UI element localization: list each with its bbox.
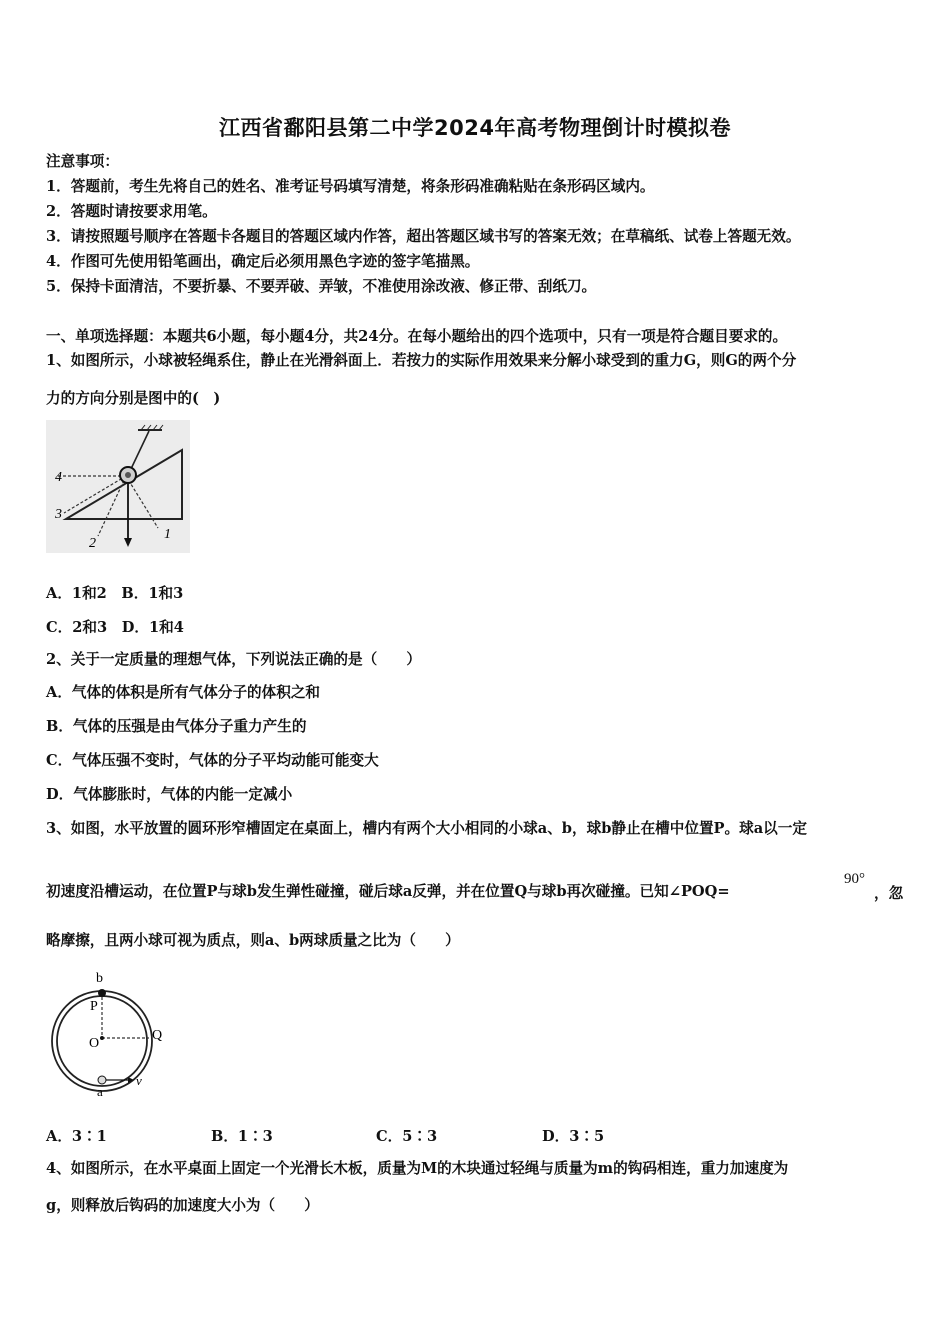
q1-options-ab: A．1和2 B．1和3 — [46, 585, 184, 602]
notice-item: 1．答题前，考生先将自己的姓名、准考证号码填写清楚，将条形码准确粘贴在条形码区域内。 — [46, 178, 655, 195]
label-o: O — [89, 1036, 100, 1051]
notice-item: 3．请按照题号顺序在答题卡各题目的答题区域内作答，超出答题区域书写的答案无效；在草稿纸、试卷上答题无效。 — [46, 228, 801, 245]
q2-option-d: D．气体膨胀时，气体的内能一定减小 — [46, 786, 293, 803]
q3-option-c: C．5∶3 — [376, 1128, 438, 1145]
q3-option-a: A．3∶1 — [46, 1128, 107, 1145]
q2-option-a: A．气体的体积是所有气体分子的体积之和 — [46, 684, 321, 701]
label-q: Q — [152, 1028, 163, 1043]
q3-stem-line1: 3、如图，水平放置的圆环形窄槽固定在桌面上，槽内有两个大小相同的小球a、b，球b静止在槽中位置P。球a以一定 — [46, 820, 807, 837]
q3-stem-line3: 略摩擦，且两小球可视为质点，则a、b两球质量之比为（ ） — [46, 932, 460, 949]
q1-stem-line1: 1、如图所示，小球被轻绳系住，静止在光滑斜面上．若按力的实际作用效果来分解小球受到的重力G，则G的两个分 — [46, 352, 797, 369]
label-4: 4 — [55, 470, 62, 485]
notice-heading: 注意事项： — [46, 153, 119, 170]
ball-a — [98, 1076, 106, 1084]
page-title: 江西省鄱阳县第二中学2024年高考物理倒计时模拟卷 — [219, 116, 731, 140]
label-p: P — [90, 999, 98, 1014]
q3-stem-line2-end: ，忽 — [874, 885, 904, 902]
notice-item: 5．保持卡面清洁，不要折暴、不要弄破、弄皱，不准使用涂改液、修正带、刮纸刀。 — [46, 278, 597, 295]
label-v: v — [136, 1073, 142, 1088]
q1-options-cd: C．2和3 D．1和4 — [46, 619, 184, 636]
center-o — [100, 1036, 104, 1040]
section-heading: 一、单项选择题：本题共6小题，每小题4分，共24分。在每小题给出的四个选项中，只有一项是符合题目要求的。 — [46, 328, 788, 345]
q1-figure-incline — [46, 420, 190, 553]
q2-option-b: B．气体的压强是由气体分子重力产生的 — [46, 718, 307, 735]
q3-angle-value: 90° — [844, 871, 865, 887]
notice-item: 2．答题时请按要求用笔。 — [46, 203, 217, 220]
q3-option-b: B．1∶3 — [211, 1128, 273, 1145]
ball-center — [125, 472, 131, 478]
q3-stem-line2: 初速度沿槽运动，在位置P与球b发生弹性碰撞，碰后球a反弹，并在位置Q与球b再次碰撞。已知∠POQ= — [46, 883, 730, 900]
q2-stem: 2、关于一定质量的理想气体，下列说法正确的是（ ） — [46, 651, 422, 668]
q1-stem-line2: 力的方向分别是图中的( ) — [46, 390, 221, 407]
label-2: 2 — [89, 536, 96, 551]
notice-item: 4．作图可先使用铅笔画出，确定后必须用黑色字迹的签字笔描黑。 — [46, 253, 480, 270]
label-1: 1 — [164, 527, 171, 542]
label-3: 3 — [55, 507, 62, 522]
q3-option-d: D．3∶5 — [542, 1128, 605, 1145]
label-b: b — [96, 971, 103, 986]
ball-b — [98, 989, 106, 997]
q4-stem-line2: g，则释放后钩码的加速度大小为（ ） — [46, 1197, 319, 1214]
q2-option-c: C．气体压强不变时，气体的分子平均动能可能变大 — [46, 752, 379, 769]
q3-figure-ring — [46, 966, 176, 1100]
label-a: a — [97, 1084, 103, 1099]
q4-stem-line1: 4、如图所示，在水平桌面上固定一个光滑长木板，质量为M的木块通过轻绳与质量为m的钩码相连，重力加速度为 — [46, 1160, 789, 1177]
